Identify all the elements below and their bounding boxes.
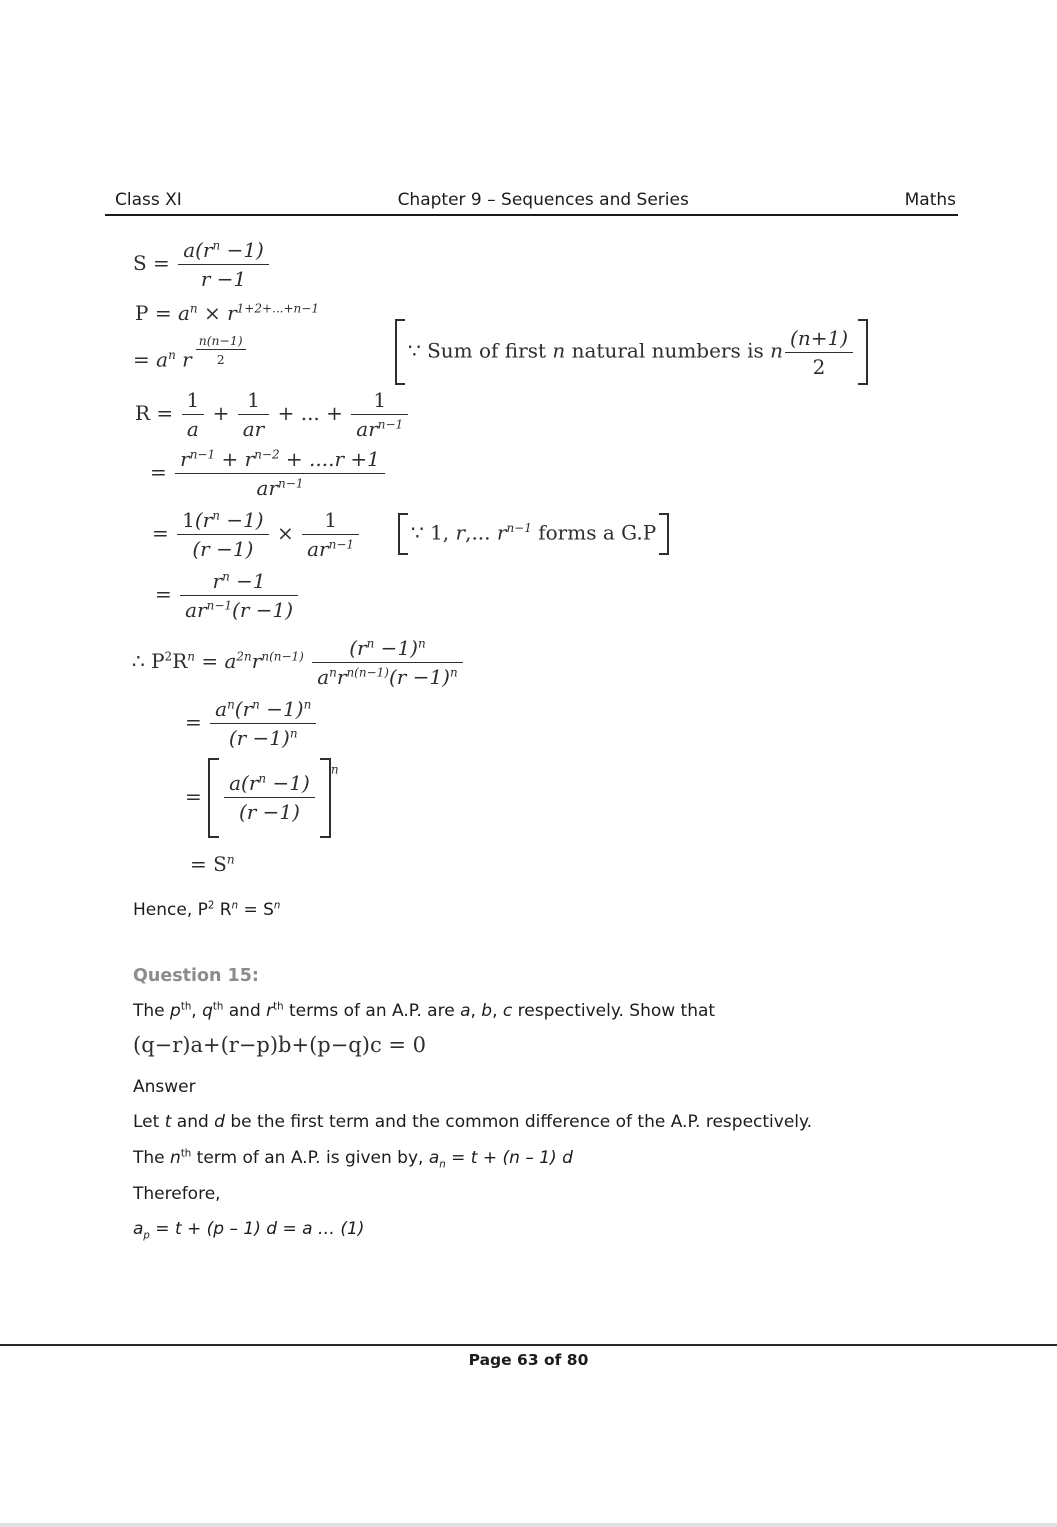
- math-superscript: n: [222, 568, 230, 583]
- math-text: −1): [219, 507, 264, 532]
- math-text: a(r: [183, 238, 213, 262]
- math-italic-text: p: [143, 1230, 150, 1242]
- left-bracket: [208, 758, 219, 838]
- math-roman-text: +: [206, 400, 236, 425]
- hence-conclusion-line: [105, 898, 958, 923]
- math-roman-text: natural numbers is: [565, 338, 771, 363]
- right-bracket: [320, 758, 331, 838]
- equation-row-p2rn-simplified: [105, 697, 958, 750]
- math-italic-text: a: [428, 1148, 440, 1169]
- math-text: ar: [307, 536, 329, 561]
- math-denominator: [175, 474, 385, 500]
- equation-row-r1: [105, 388, 958, 441]
- math-superscript: n: [252, 696, 260, 711]
- math-text: Let: [133, 1112, 165, 1133]
- math-roman-text: ×: [197, 301, 228, 325]
- math-superscript: n: [329, 664, 337, 679]
- math-italic-text: n: [552, 338, 566, 363]
- math-italic-text: n: [439, 1159, 446, 1171]
- equation-r3: [152, 508, 361, 561]
- math-italic-text: r: [455, 520, 466, 545]
- math-superscript: n−1: [278, 475, 304, 490]
- math-italic-text: = t + (p – 1) d = a: [149, 1219, 313, 1240]
- math-roman-text: R =: [135, 400, 180, 425]
- equation-comment-sum-of-naturals: [395, 319, 868, 385]
- right-bracket: [659, 513, 669, 555]
- math-denominator: [224, 798, 315, 824]
- page-content: [105, 190, 958, 1242]
- math-superscript: th: [273, 1001, 284, 1013]
- math-fraction: [196, 333, 246, 367]
- math-superscript: n: [258, 771, 267, 786]
- math-numerator: [224, 771, 315, 798]
- math-italic-text: d: [214, 1112, 225, 1133]
- math-text: The: [133, 1148, 171, 1169]
- math-superscript: n−1: [328, 536, 355, 551]
- math-roman-text: 2: [164, 648, 173, 663]
- math-fraction: [785, 326, 853, 379]
- math-denominator: [238, 415, 269, 441]
- math-text: n(n−1): [198, 333, 243, 348]
- equation-question15: [133, 1033, 426, 1057]
- math-numerator: [351, 388, 408, 415]
- equation-row-s: [105, 238, 958, 291]
- math-text: −1): [259, 696, 304, 721]
- math-superscript: n−1: [206, 597, 233, 612]
- math-text: r −1: [200, 267, 247, 291]
- math-fraction: [312, 636, 463, 689]
- math-superscript: n(n−1): [261, 648, 304, 663]
- math-denominator: [196, 350, 246, 367]
- math-text: r: [180, 446, 190, 471]
- math-text: terms of an A.P. are: [283, 1001, 461, 1022]
- math-text: −1): [266, 771, 310, 795]
- math-superscript: 2n: [236, 648, 252, 663]
- math-roman-text: 1: [373, 387, 387, 412]
- math-fraction: [351, 388, 408, 441]
- math-roman-text: =: [185, 784, 209, 808]
- math-fraction: [182, 388, 205, 441]
- math-text: −1): [374, 635, 418, 660]
- math-roman-text: =: [194, 648, 225, 673]
- math-fraction: [302, 508, 359, 561]
- equation-row-equals-sn: [105, 852, 958, 876]
- question-15-heading: Question 15:: [133, 966, 259, 987]
- math-numerator: [210, 697, 316, 724]
- math-text: Therefore,: [133, 1183, 221, 1204]
- math-italic-text: a: [460, 1001, 471, 1022]
- math-numerator: [196, 333, 246, 350]
- math-superscript: n: [449, 664, 458, 679]
- equation-p2rn: [132, 636, 465, 689]
- math-text: [304, 649, 310, 673]
- equation-row-r4: [105, 569, 958, 622]
- math-superscript: n: [330, 762, 339, 776]
- math-text: r: [336, 664, 347, 689]
- math-roman-text: P =: [135, 301, 178, 325]
- right-bracket: [858, 319, 868, 385]
- math-roman-text: ×: [270, 520, 301, 545]
- equation-comment-gp: [398, 513, 669, 555]
- math-roman-text: R: [172, 648, 188, 673]
- math-text: Hence, P: [133, 899, 208, 920]
- math-roman-text: 1: [186, 387, 200, 412]
- math-text: ar: [356, 416, 378, 441]
- math-roman-text: 1: [182, 507, 195, 532]
- math-text: −1): [220, 238, 264, 262]
- equation-row-p2rn: [105, 636, 958, 689]
- math-denominator: [312, 663, 463, 689]
- math-text: r: [227, 301, 237, 325]
- math-roman-text: ,...: [465, 520, 497, 545]
- left-bracket: [398, 513, 408, 555]
- math-text: (r: [194, 507, 213, 532]
- equation-r2: [150, 447, 387, 500]
- math-text: r: [175, 347, 192, 372]
- answer-line-1: [105, 1110, 958, 1135]
- math-italic-text: n: [273, 899, 281, 911]
- header-class-label: Class XI: [115, 190, 182, 210]
- left-bracket: [395, 319, 405, 385]
- math-text: (r −1): [192, 536, 254, 561]
- math-numerator: [302, 508, 359, 535]
- math-text: = S: [238, 899, 274, 920]
- equation-s: [133, 238, 271, 291]
- math-text: a(r: [229, 771, 259, 795]
- math-superscript: n−1: [506, 520, 532, 535]
- math-superscript-fraction: [194, 333, 248, 367]
- math-italic-text: c: [502, 1001, 513, 1022]
- header-subject-label: Maths: [904, 190, 956, 210]
- math-roman-text: =: [152, 520, 176, 545]
- math-denominator: [302, 535, 359, 561]
- math-roman-text: 1: [324, 507, 337, 532]
- math-text: ar: [256, 475, 279, 500]
- equation-p1: [135, 301, 319, 325]
- math-superscript: n: [212, 238, 221, 253]
- math-text: respectively. Show that: [512, 1001, 716, 1022]
- math-text: + ....r +1: [279, 446, 380, 471]
- math-text: a: [224, 648, 237, 673]
- math-fraction: [238, 388, 269, 441]
- math-italic-text: = t + (n – 1) d: [445, 1148, 573, 1169]
- math-superscript: n: [303, 696, 312, 711]
- math-roman-text: + ... +: [271, 400, 350, 425]
- math-numerator: [182, 388, 205, 415]
- math-text: and: [223, 1001, 267, 1022]
- page-footer: [0, 1344, 1057, 1369]
- math-denominator: [210, 724, 316, 750]
- math-text: and: [171, 1112, 215, 1133]
- math-denominator: [178, 265, 269, 291]
- math-numerator: [180, 569, 298, 596]
- equation-row-p2: [105, 325, 958, 379]
- page-number-label: Page 63 of 80: [468, 1351, 589, 1369]
- math-superscript: n: [227, 696, 235, 711]
- next-page-divider: [0, 1523, 1057, 1527]
- math-denominator: [182, 415, 205, 441]
- math-superscript: n: [226, 851, 235, 866]
- math-numerator: [312, 636, 463, 663]
- math-roman-text: ∴ P: [132, 648, 165, 673]
- equation-row-r3: [105, 508, 958, 561]
- math-italic-text: p: [170, 1001, 181, 1022]
- math-text: r: [251, 648, 262, 673]
- equation-row-bracketed-power: [105, 758, 958, 838]
- math-italic-text: t: [164, 1112, 172, 1133]
- math-text: term of an A.P. is given by,: [191, 1148, 429, 1169]
- math-text: (r −1): [228, 725, 290, 750]
- equation-p2rn-simplified: [185, 697, 318, 750]
- math-denominator: [180, 596, 298, 622]
- math-text: −1: [229, 568, 266, 593]
- math-roman-text: 2: [812, 354, 826, 379]
- math-superscript: n: [289, 725, 298, 740]
- math-roman-text: 1: [247, 387, 260, 412]
- math-text: (r −1): [238, 800, 300, 824]
- answer-line-3: [105, 1182, 958, 1207]
- math-numerator: [238, 388, 269, 415]
- math-italic-text: n: [770, 338, 784, 363]
- math-text: (r: [349, 635, 367, 660]
- equation-r1: [135, 388, 410, 441]
- math-roman-text: ∵ Sum of first: [408, 338, 553, 363]
- math-text: ,: [492, 1001, 503, 1022]
- answer-line-2: [105, 1146, 958, 1171]
- equation-equals-sn: [190, 852, 235, 876]
- math-superscript: n(n−1): [346, 664, 389, 679]
- math-roman-text: = S: [190, 851, 227, 876]
- math-numerator: [785, 326, 853, 353]
- math-text: The: [133, 1001, 171, 1022]
- math-text: a: [317, 664, 330, 689]
- math-italic-text: … (1): [312, 1219, 365, 1240]
- math-superscript: n: [417, 635, 426, 650]
- math-superscript: th: [212, 1001, 224, 1013]
- math-superscript: th: [180, 1148, 192, 1160]
- math-superscript: 1+2+...+n−1: [236, 301, 319, 316]
- math-text: a: [186, 416, 199, 441]
- math-fraction: [178, 238, 269, 291]
- math-superscript: [274, 900, 280, 911]
- header-chapter-title: Chapter 9 – Sequences and Series: [397, 190, 689, 210]
- math-italic-text: r: [496, 520, 507, 545]
- math-text: (n+1): [790, 325, 848, 350]
- math-superscript: n−2: [254, 446, 280, 461]
- math-roman-text: =: [133, 347, 157, 372]
- math-text: ,: [470, 1001, 482, 1022]
- math-superscript: n: [168, 347, 176, 362]
- math-fraction: [175, 447, 385, 500]
- question-15-statement: [105, 999, 958, 1024]
- equation-bracketed-power: [185, 758, 339, 838]
- math-text: ar: [242, 416, 265, 441]
- math-roman-text: ∵ 1,: [411, 520, 456, 545]
- math-roman-text: forms a G.P: [531, 520, 657, 545]
- math-fraction: [224, 771, 315, 824]
- math-text: ,: [191, 1001, 203, 1022]
- math-text: be the first term and the common difference of the A.P. respectively.: [224, 1112, 813, 1133]
- math-fraction: [177, 508, 269, 561]
- math-text: (r −1): [232, 597, 294, 622]
- math-italic-text: r: [266, 1001, 274, 1022]
- math-text: a: [215, 696, 228, 721]
- math-italic-text: b: [481, 1001, 493, 1022]
- math-italic-text: a: [133, 1219, 144, 1240]
- equation-r4: [155, 569, 300, 622]
- math-fraction: [210, 697, 316, 750]
- page-header: [105, 190, 958, 216]
- math-superscript: n: [212, 507, 220, 522]
- math-text: + r: [215, 446, 255, 471]
- math-superscript: th: [180, 1001, 192, 1013]
- math-superscript: n−1: [189, 446, 216, 461]
- math-italic-text: q: [202, 1001, 213, 1022]
- equation-row-r2: [105, 447, 958, 500]
- math-text: r: [212, 568, 223, 593]
- math-roman-text: =: [155, 581, 179, 606]
- math-italic-text: n: [170, 1148, 181, 1169]
- equation-p2: [133, 333, 248, 372]
- answer-line-4: [105, 1217, 958, 1242]
- math-text: ar: [185, 597, 207, 622]
- math-numerator: [177, 508, 269, 535]
- equation-row-question15: [105, 1033, 958, 1057]
- math-text: a: [177, 301, 190, 325]
- answer-label: Answer: [133, 1076, 196, 1097]
- math-roman-text: =: [150, 459, 174, 484]
- math-text: (r −1): [388, 664, 450, 689]
- math-numerator: [178, 238, 269, 265]
- math-text: R: [214, 899, 232, 920]
- math-roman-text: 2: [216, 352, 225, 367]
- math-text: (r: [234, 696, 253, 721]
- math-superscript: n−1: [377, 416, 404, 431]
- math-roman-text: =: [185, 709, 209, 734]
- math-fraction: [180, 569, 298, 622]
- math-superscript: n: [366, 635, 375, 650]
- math-roman-text: (q−r)a+(r−p)b+(p−q)c = 0: [133, 1032, 427, 1057]
- math-italic-text: n: [231, 899, 239, 911]
- math-superscript: 2: [207, 899, 215, 911]
- math-denominator: [351, 415, 408, 441]
- math-numerator: [175, 447, 385, 474]
- math-denominator: [177, 535, 269, 561]
- math-superscript: n: [187, 648, 195, 663]
- math-text: a: [156, 347, 169, 372]
- math-roman-text: S =: [133, 251, 177, 275]
- math-denominator: [785, 353, 853, 379]
- math-superscript: n: [189, 301, 198, 316]
